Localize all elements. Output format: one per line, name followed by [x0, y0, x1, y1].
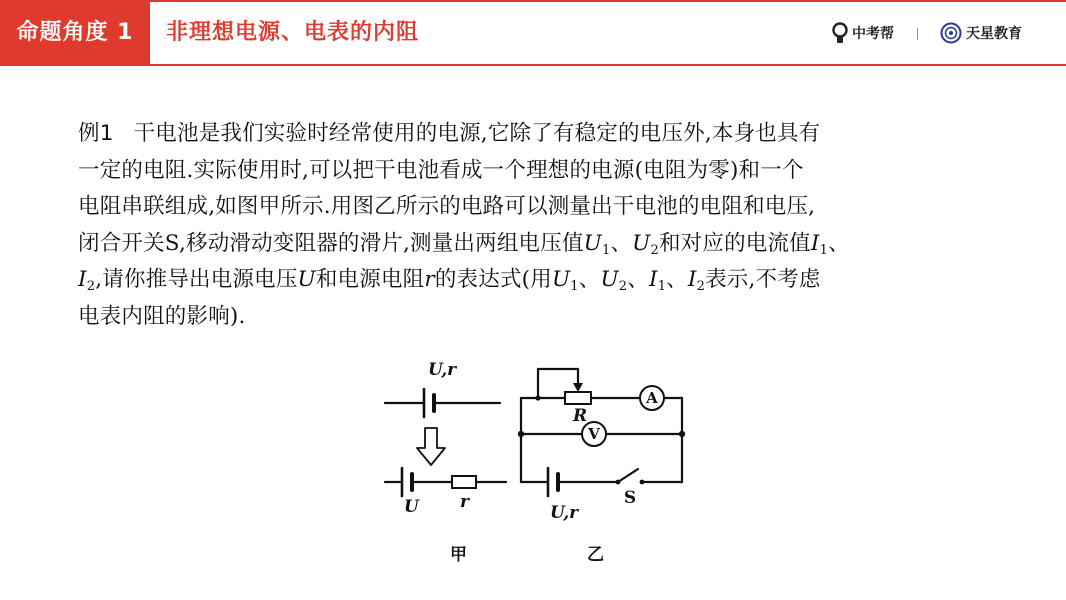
label-u: U [404, 497, 419, 517]
problem-line-2: 一定的电阻.实际使用时,可以把干电池看成一个理想的电源(电阻为零)和一个 [78, 157, 804, 183]
diagram-b-circuit [521, 369, 682, 496]
symbol-I: I [78, 267, 87, 292]
symbol-U: U [583, 230, 602, 256]
subscript: 2 [696, 279, 706, 294]
line5-text-b: 和电源电阻 [315, 267, 425, 292]
circuit-diagram [380, 355, 690, 570]
subscript: 2 [618, 279, 628, 294]
junction-dot [679, 431, 685, 437]
brand-tianxing [940, 18, 1022, 48]
symbol-U: U [551, 267, 571, 292]
problem-line-1 [78, 116, 1018, 153]
subscript: 1 [601, 242, 611, 258]
subscript: 2 [650, 242, 659, 258]
voltmeter-label: V [588, 425, 600, 443]
line5-text-e: 、 [627, 267, 649, 292]
switch-contact [640, 480, 645, 485]
brand-left-text: 中考帮 [852, 26, 894, 42]
line5-text-f: 、 [666, 267, 688, 292]
problem-line-3: 电阻串联组成,如图甲所示.用图乙所示的电路可以测量出干电池的电阻和电压, [78, 194, 816, 219]
bulb-logo-icon [832, 21, 848, 45]
subscript: 1 [570, 279, 579, 294]
line5-text-d: 、 [578, 267, 601, 292]
label-r: r [460, 492, 469, 512]
symbol-I: I [648, 267, 658, 292]
header-bar [0, 0, 1066, 66]
problem-line-5 [78, 262, 1018, 299]
line5-text-c: 的表达式(用 [434, 267, 552, 292]
section-title: 非理想电源、电表的内阻 [166, 20, 420, 45]
brand-zhongkaobang [832, 18, 894, 48]
diagram-a-real-cell [385, 468, 506, 496]
brand-divider [917, 28, 918, 40]
caption-right: 乙 [587, 545, 604, 565]
symbol-U: U [632, 230, 651, 256]
label-ur-top: U,r [428, 360, 457, 380]
switch-contact [616, 480, 621, 485]
label-ur-bottom: U,r [550, 503, 579, 523]
ammeter-label: A [646, 389, 658, 407]
circuit-figure [380, 355, 690, 570]
line4-text-c: 和对应的电流值 [658, 230, 811, 256]
problem-line-1-text: 干电池是我们实验时经常使用的电源,它除了有稳定的电压外,本身也具有 [133, 121, 821, 146]
diagram-a-ideal-cell-top [385, 389, 500, 417]
seal-logo-icon [940, 22, 962, 44]
junction-dot [518, 431, 524, 437]
symbol-I: I [687, 267, 697, 292]
brand-right-text: 天星教育 [966, 26, 1022, 42]
symbol-I: I [810, 230, 820, 256]
line5-text-a: ,请你推导出电源电压 [95, 267, 298, 292]
problem-line-6: 电表内阻的影响). [78, 303, 246, 329]
header-border [0, 0, 1066, 66]
symbol-r: r [424, 267, 435, 292]
line4-text-d: 、 [828, 230, 850, 256]
symbol-U: U [297, 267, 316, 292]
problem-line-4 [78, 226, 1018, 263]
subscript: 1 [819, 242, 829, 258]
example-label: 例1 [78, 121, 114, 146]
switch-label: S [623, 488, 637, 508]
section-tag: 命题角度 1 [0, 0, 150, 66]
line4-text-a: 闭合开关S,移动滑动变阻器的滑片,测量出两组电压值 [78, 230, 584, 256]
caption-left: 甲 [450, 545, 467, 565]
symbol-U: U [600, 267, 619, 292]
problem-text [78, 116, 1018, 335]
line5-text-g: 表示,不考虑 [705, 267, 821, 292]
label-r-rheostat: R [573, 406, 588, 426]
junction-dot [535, 395, 540, 400]
down-arrow-icon [417, 428, 445, 465]
line4-text-b: 、 [610, 230, 633, 256]
slider-arrow-icon [573, 383, 583, 392]
subscript: 1 [657, 279, 667, 294]
subscript: 2 [86, 279, 96, 294]
